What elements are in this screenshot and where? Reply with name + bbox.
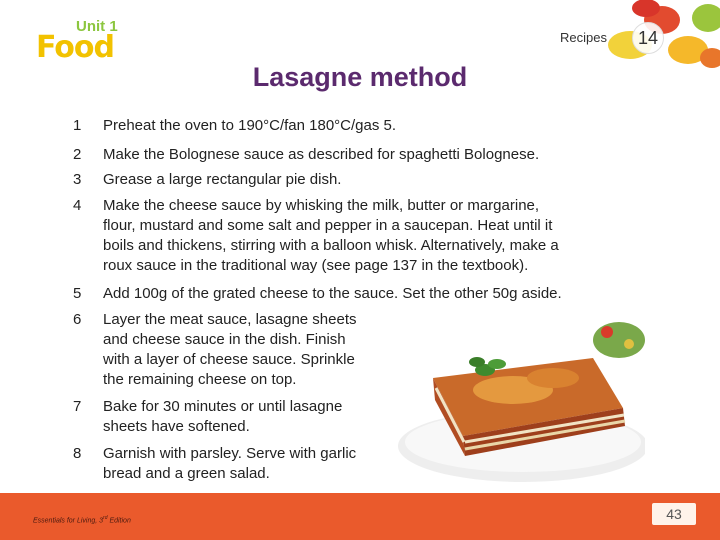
unit-food-logo: [36, 18, 126, 68]
footer-band: [0, 493, 720, 540]
step-line: Make the Bolognese sauce as described for spaghetti Bolognese.: [103, 146, 540, 163]
step-text: [103, 116, 396, 136]
step-text: [103, 145, 539, 165]
step-number: 6: [73, 311, 82, 328]
step-line: sheets have softened.: [103, 418, 250, 435]
step-number: 7: [73, 398, 82, 415]
step-line: with a layer of cheese sauce. Sprinkle: [103, 351, 355, 368]
step-text: [103, 284, 562, 304]
step-line: Make the cheese sauce by whisking the milk, butter or margarine,: [103, 197, 540, 214]
step-line: Bake for 30 minutes or until lasagne: [103, 398, 343, 415]
step-number: 1: [73, 117, 82, 134]
step-line: roux sauce in the traditional way (see page 137 in the textbook).: [103, 257, 529, 274]
page-title: Lasagne method: [252, 62, 468, 92]
step-line: Layer the meat sauce, lasagne sheets: [103, 311, 357, 328]
step-line: Garnish with parsley. Serve with garlic: [103, 445, 357, 462]
step-text: [103, 170, 341, 190]
step-line: flour, mustard and some salt and pepper in a saucepan. Heat until it: [103, 217, 553, 234]
lasagne-photo: [393, 318, 645, 486]
step-text: [103, 310, 357, 390]
step-line: boils and thickens, stirring with a balloon whisk. Alternatively, make a: [103, 237, 559, 254]
step-text: [103, 196, 559, 276]
slide-number: 43: [652, 503, 696, 525]
step-number: 8: [73, 445, 82, 462]
step-number: 5: [73, 285, 82, 302]
section-page-number: 14: [632, 22, 664, 54]
step-number: 3: [73, 171, 82, 188]
step-line: and cheese sauce in the dish. Finish: [103, 331, 346, 348]
step-number: 2: [73, 146, 82, 163]
step-line: the remaining cheese on top.: [103, 371, 297, 388]
step-line: Preheat the oven to 190°C/fan 180°C/gas 5.: [103, 117, 397, 134]
section-label: Recipes: [560, 30, 607, 45]
step-line: Grease a large rectangular pie dish.: [103, 171, 342, 188]
step-line: bread and a green salad.: [103, 465, 270, 482]
logo-food-word: Food: [36, 30, 114, 65]
step-text: [103, 444, 356, 484]
logo-unit-label: Unit 1: [76, 18, 118, 35]
step-line: Add 100g of the grated cheese to the sauce. Set the other 50g aside.: [103, 285, 562, 302]
step-number: 4: [73, 197, 82, 214]
footer-edition-text: Essentials for Living, 3rd Edition: [33, 515, 131, 525]
step-text: [103, 397, 342, 437]
